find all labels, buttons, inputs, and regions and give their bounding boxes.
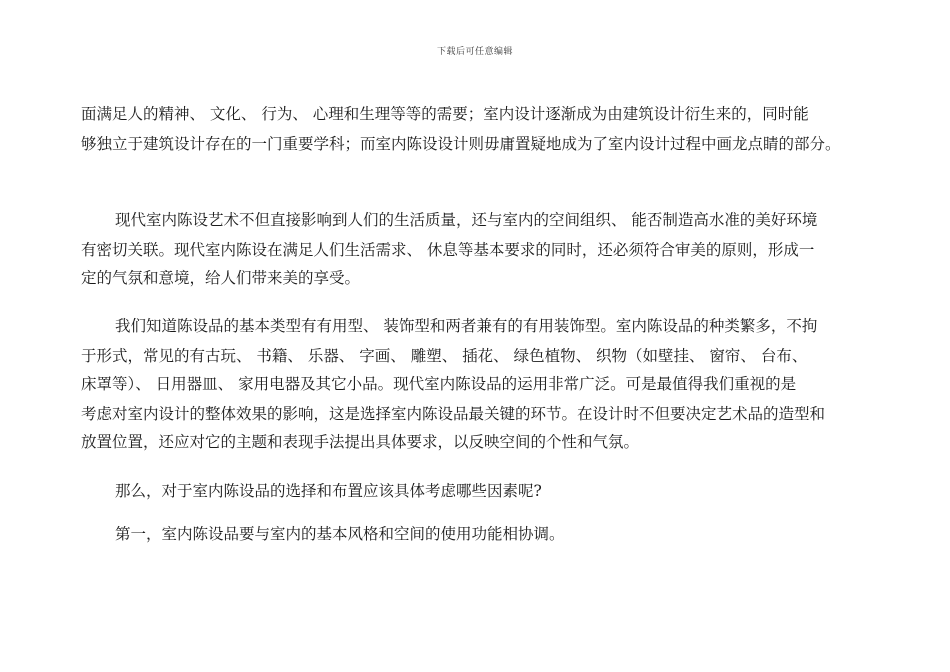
text-line: 放置位置，还应对它的主题和表现手法提出具体要求，以反映空间的个性和气氛。 xyxy=(81,433,640,451)
text-line: 面满足人的精神、 文化、 行为、 心理和生理等等的需要；室内设计逐渐成为由建筑设计衍生来的，同时能 xyxy=(81,105,809,123)
text-line: 第一，室内陈设品要与室内的基本风格和空间的使用功能相协调。 xyxy=(115,525,565,543)
text-line: 定的气氛和意境，给人们带来美的享受。 xyxy=(81,269,361,287)
text-line: 我们知道陈设品的基本类型有有用型、 装饰型和两者兼有的有用装饰型。室内陈设品的种类繁多，不拘 xyxy=(115,317,818,335)
text-line: 现代室内陈设艺术不但直接影响到人们的生活质量，还与室内的空间组织、 能否制造高水准的美好环境 xyxy=(115,211,818,229)
text-line: 够独立于建筑设计存在的一门重要学科；而室内陈设设计则毋庸置疑地成为了室内设计过程中画龙点睛的部分。 xyxy=(81,135,841,153)
text-line: 于形式，常见的有古玩、 书籍、 乐器、 字画、 雕塑、 插花、 绿色植物、 织物（如壁挂、 窗帘、 台布、 xyxy=(81,347,808,365)
text-line: 有密切关联。现代室内陈设在满足人们生活需求、 休息等基本要求的同时，还必须符合审美的原则，形成一 xyxy=(81,241,815,259)
text-line: 那么，对于室内陈设品的选择和布置应该具体考虑哪些因素呢? xyxy=(115,482,542,500)
text-line: 床罩等）、 日用器皿、 家用电器及其它小品。现代室内陈设品的运用非常广泛。可是最值得我们重视的是 xyxy=(81,375,797,393)
text-line: 考虑对室内设计的整体效果的影响，这是选择室内陈设品最关键的环节。在设计时不但要决定艺术品的造型和 xyxy=(81,405,826,423)
page-header: 下载后可任意编辑 xyxy=(436,47,513,57)
